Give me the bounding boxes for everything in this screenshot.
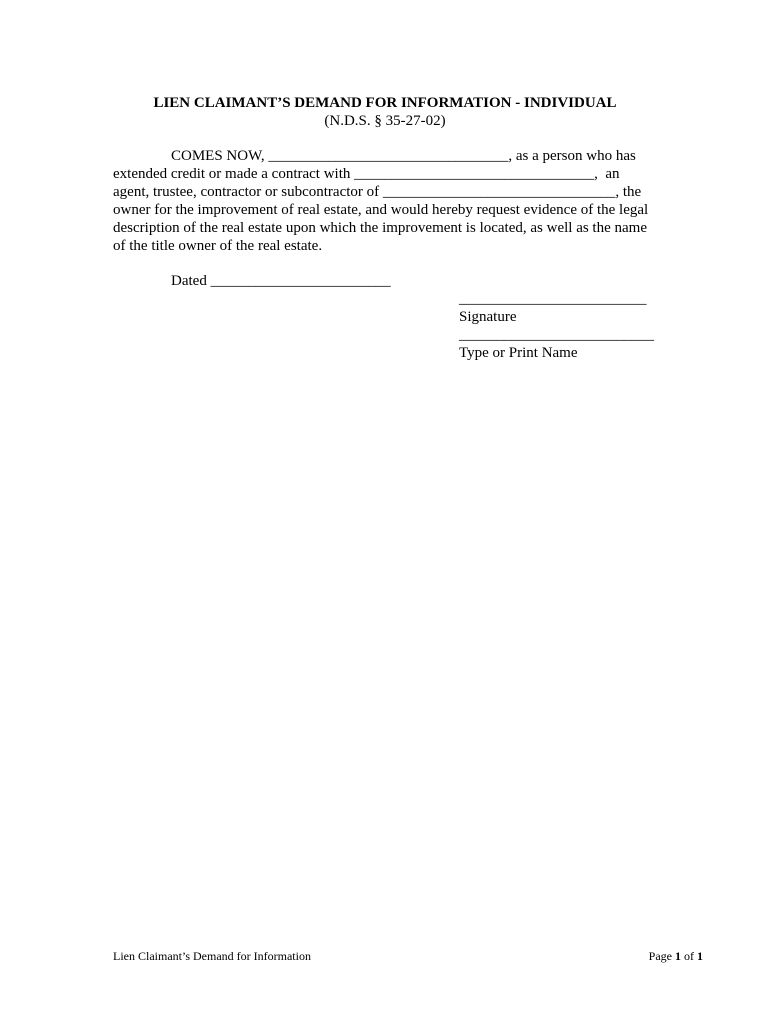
document-title: LIEN CLAIMANT’S DEMAND FOR INFORMATION - INDIVIDUAL <box>153 95 617 111</box>
body-line: agent, trustee, contractor or subcontractor of _______________________________, the <box>113 184 642 200</box>
page-current: 1 <box>675 949 681 963</box>
body-line: owner for the improvement of real estate, and would hereby request evidence of the legal <box>113 202 649 218</box>
footer-document-name: Lien Claimant’s Demand for Information <box>113 949 311 963</box>
print-name-label: Type or Print Name <box>459 345 578 361</box>
body-paragraph <box>113 147 658 255</box>
page-prefix: Page <box>648 949 675 963</box>
body-line: COMES NOW, ________________________________, as a person who has <box>171 148 636 164</box>
page-of: of <box>681 949 697 963</box>
body-line: of the title owner of the real estate. <box>113 238 323 254</box>
signature-line: _________________________ <box>459 291 647 307</box>
signature-label: Signature <box>459 309 517 325</box>
statute-reference: (N.D.S. § 35-27-02) <box>324 113 446 129</box>
dated-line: Dated ________________________ <box>171 273 391 289</box>
page-total: 1 <box>697 949 703 963</box>
print-name-line: __________________________ <box>459 327 654 343</box>
body-line: description of the real estate upon which the improvement is located, as well as the name <box>113 220 647 236</box>
body-line: extended credit or made a contract with ________________________________, an <box>113 166 620 182</box>
footer-page-number <box>649 948 703 964</box>
